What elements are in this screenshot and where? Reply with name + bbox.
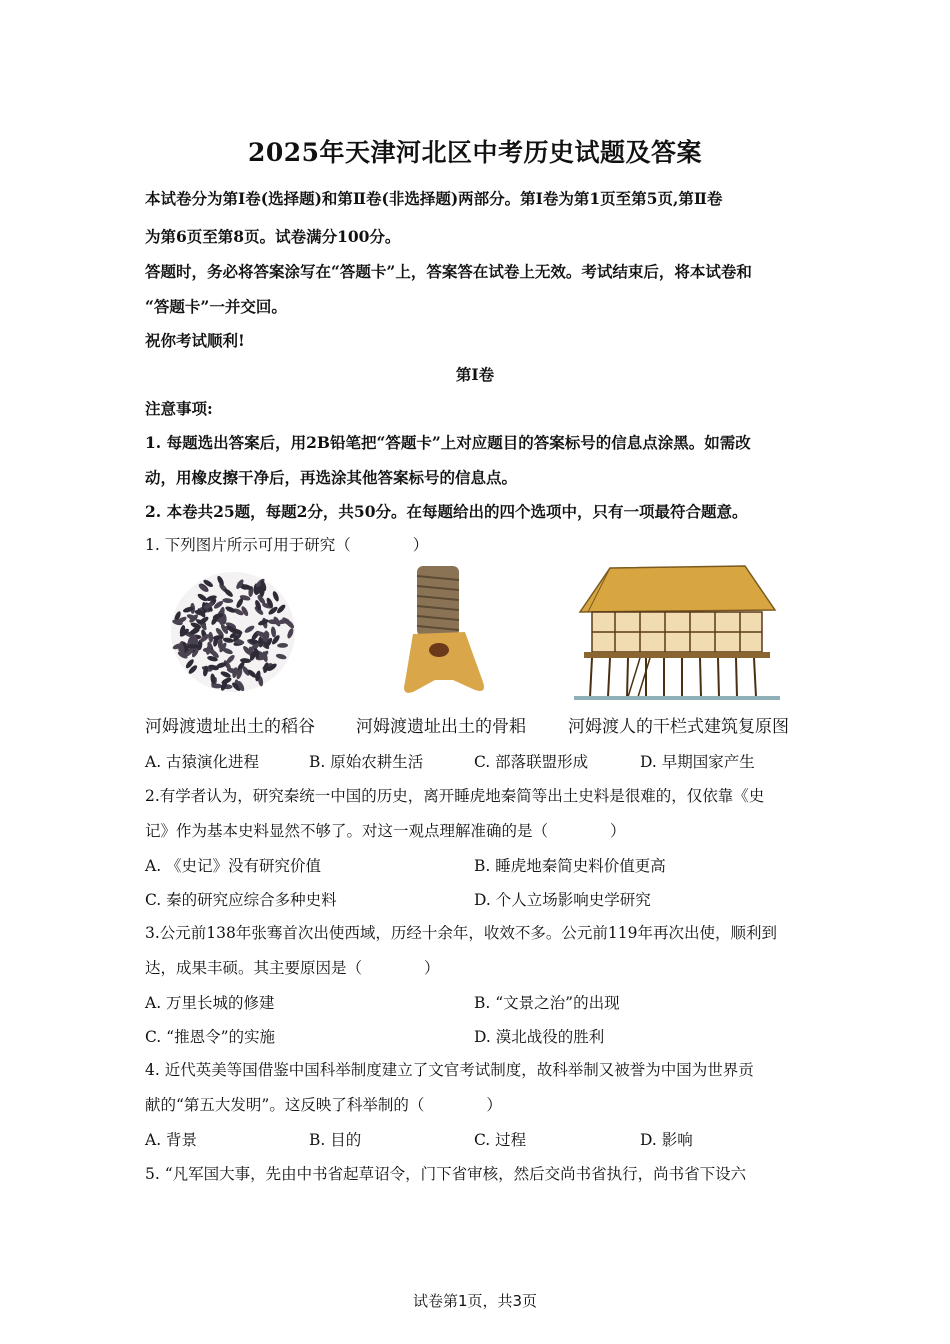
- q4-option-d: D. 影响: [640, 1131, 693, 1149]
- rice-grains-image: [148, 562, 318, 707]
- intro-line-3: 答题时，务必将答案涂写在“答题卡”上，答案答在试卷上无效。考试结束后，将本试卷和: [145, 262, 752, 281]
- q4-option-c: C. 过程: [474, 1131, 527, 1149]
- stilt-house-image: [570, 562, 785, 707]
- bone-spade-image: [395, 562, 495, 707]
- question-3-stem-2: 达，成果丰硕。其主要原因是（ ）: [145, 959, 440, 977]
- q1-option-b: B. 原始农耕生活: [309, 753, 424, 771]
- q3-option-a: A. 万里长城的修建: [145, 994, 275, 1012]
- q3-option-d: D. 漠北战役的胜利: [474, 1028, 605, 1046]
- page-footer: 试卷第1页，共3页: [412, 1292, 538, 1310]
- question-2-stem-2: 记》作为基本史料显然不够了。对这一观点理解准确的是（ ）: [145, 822, 626, 840]
- q1-option-d: D. 早期国家产生: [640, 753, 755, 771]
- q2-option-b: B. 睡虎地秦简史料价值更高: [474, 857, 666, 875]
- section-title: 第Ⅰ卷: [455, 365, 495, 384]
- question-2-stem-1: 2.有学者认为，研究秦统一中国的历史，离开睡虎地秦简等出土史料是很难的，仅依靠《史: [145, 787, 765, 805]
- notes-heading: 注意事项:: [145, 399, 213, 418]
- q2-option-c: C. 秦的研究应综合多种史料: [145, 891, 337, 909]
- intro-line-4: “答题卡”一并交回。: [145, 297, 287, 316]
- intro-line-1: 本试卷分为第Ⅰ卷(选择题)和第Ⅱ卷(非选择题)两部分。第Ⅰ卷为第1页至第5页,第Ⅱ卷: [145, 189, 723, 208]
- q3-option-c: C. “推恩令”的实施: [145, 1028, 276, 1046]
- question-4-stem-2: 献的“第五大发明”。这反映了科举制的（ ）: [145, 1096, 502, 1114]
- note-1-line-2: 动，用橡皮擦干净后，再选涂其他答案标号的信息点。: [145, 468, 518, 487]
- q2-option-a: A. 《史记》没有研究价值: [145, 857, 322, 875]
- question-4-stem-1: 4. 近代英美等国借鉴中国科举制度建立了文官考试制度，故科举制又被誉为中国为世界贡: [145, 1061, 754, 1079]
- caption-rice: 河姆渡遗址出土的稻谷: [145, 717, 315, 737]
- question-3-stem-1: 3.公元前138年张骞首次出使西域，历经十余年，收效不多。公元前119年再次出使，顺利到: [145, 924, 777, 942]
- q4-option-a: A. 背景: [145, 1131, 198, 1149]
- q2-option-d: D. 个人立场影响史学研究: [474, 891, 651, 909]
- intro-line-5: 祝你考试顺利!: [145, 331, 245, 350]
- intro-line-2: 为第6页至第8页。试卷满分100分。: [145, 227, 401, 246]
- question-1-stem: 1. 下列图片所示可用于研究（ ）: [145, 536, 429, 554]
- note-2: 2. 本卷共25题，每题2分，共50分。在每题给出的四个选项中，只有一项最符合题意。: [145, 502, 748, 521]
- q3-option-b: B. “文景之治”的出现: [474, 994, 620, 1012]
- q1-option-a: A. 古猿演化进程: [145, 753, 260, 771]
- question-5-stem-1: 5. “凡军国大事，先由中书省起草诏令，门下省审核，然后交尚书省执行，尚书省下设六: [145, 1165, 747, 1183]
- q4-option-b: B. 目的: [309, 1131, 362, 1149]
- caption-stilt-house: 河姆渡人的干栏式建筑复原图: [568, 717, 789, 737]
- note-1-line-1: 1. 每题选出答案后，用2B铅笔把“答题卡”上对应题目的答案标号的信息点涂黑。如需改: [145, 433, 751, 452]
- caption-bone-spade: 河姆渡遗址出土的骨耜: [356, 717, 526, 737]
- q1-option-c: C. 部落联盟形成: [474, 753, 589, 771]
- page-title: 2025年天津河北区中考历史试题及答案: [247, 138, 703, 167]
